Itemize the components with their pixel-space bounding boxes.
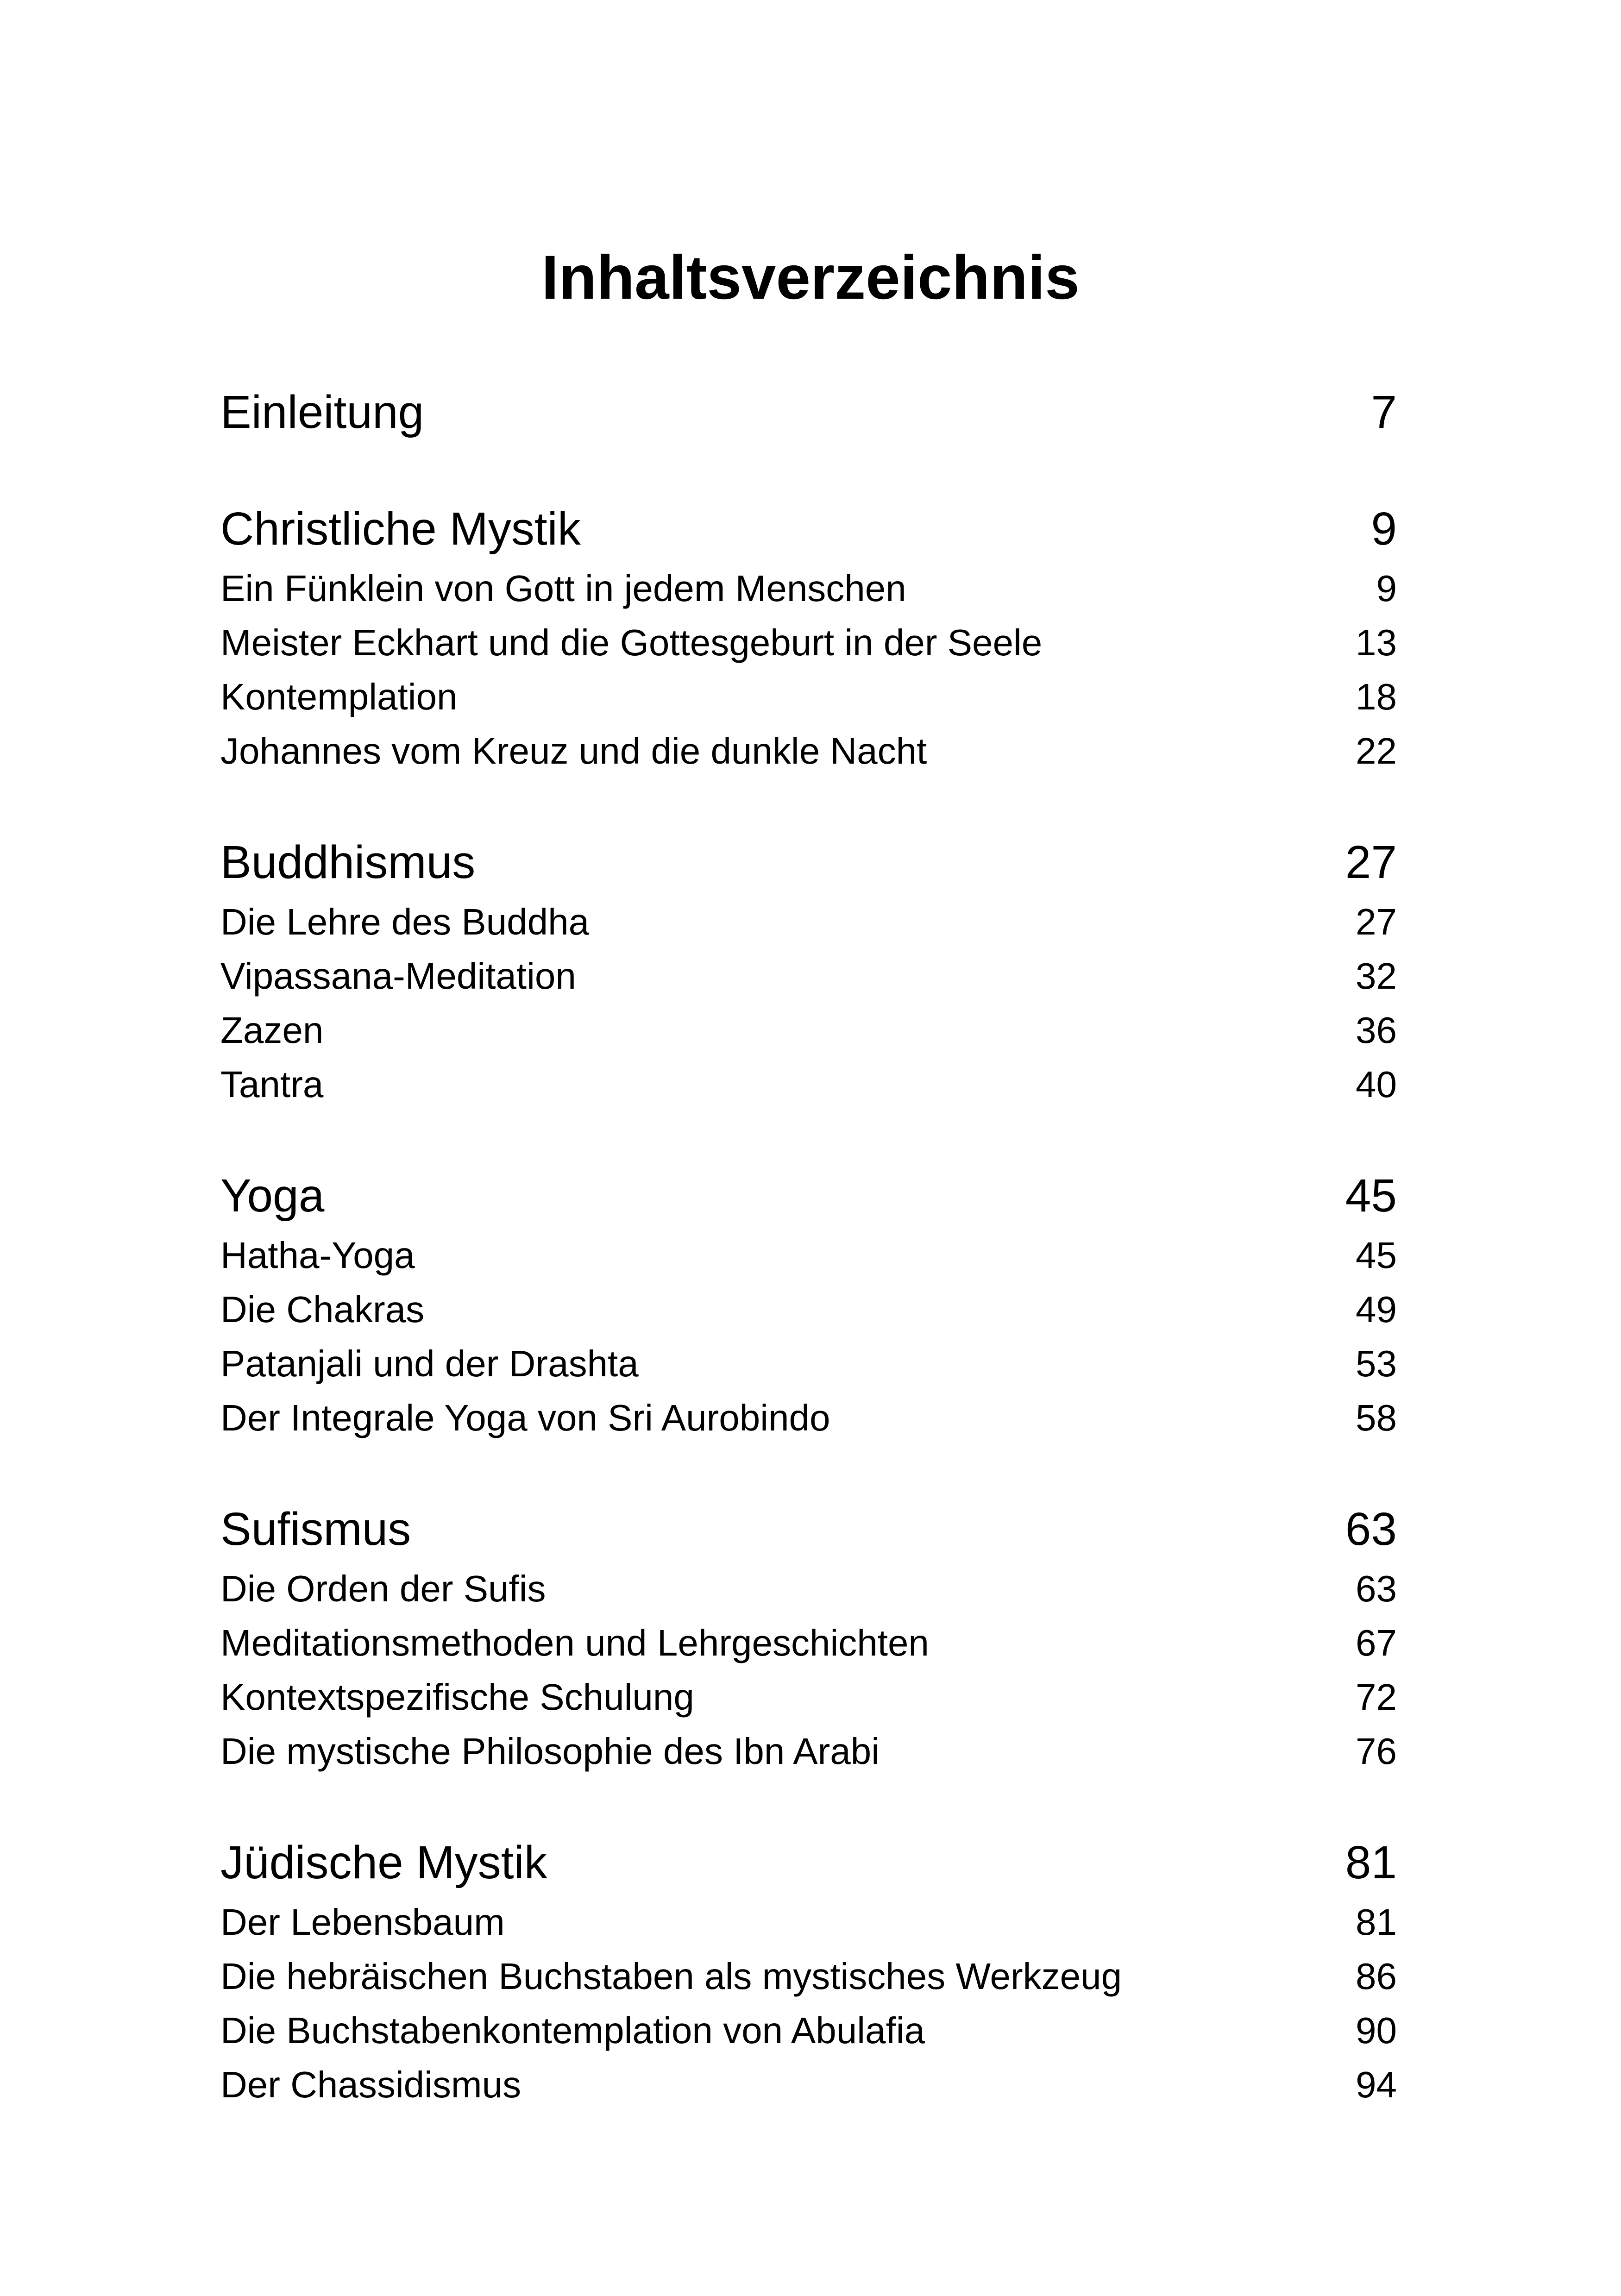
subchapter-page-number: 9 — [1376, 568, 1397, 609]
subchapter-entry — [220, 1282, 1397, 1336]
subchapter-entry — [220, 1616, 1397, 1670]
subchapter-page-number: 63 — [1356, 1568, 1397, 1609]
subchapter-title: Der Integrale Yoga von Sri Aurobindo — [220, 1397, 830, 1438]
toc-section-einleitung — [220, 380, 1397, 445]
subchapter-title: Die mystische Philosophie des Ibn Arabi — [220, 1731, 880, 1772]
subchapter-entry — [220, 670, 1397, 724]
toc-section-sufismus — [220, 1497, 1397, 1778]
subchapter-title: Die hebräischen Buchstaben als mystisches Werkzeug — [220, 1956, 1122, 1997]
chapter-title: Christliche Mystik — [220, 503, 581, 555]
subchapter-entry — [220, 1895, 1397, 1949]
subchapter-title: Kontextspezifische Schulung — [220, 1676, 694, 1718]
subchapter-page-number: 32 — [1356, 955, 1397, 997]
chapter-entry — [220, 380, 1397, 445]
subchapter-entry — [220, 1336, 1397, 1391]
subchapter-page-number: 49 — [1356, 1289, 1397, 1330]
subchapter-title: Kontemplation — [220, 676, 458, 717]
chapter-page-number: 27 — [1345, 836, 1397, 888]
subchapter-title: Meditationsmethoden und Lehrgeschichten — [220, 1622, 929, 1663]
subchapter-page-number: 94 — [1356, 2064, 1397, 2105]
toc-section-yoga — [220, 1163, 1397, 1445]
subchapter-title: Meister Eckhart und die Gottesgeburt in der Seele — [220, 622, 1043, 663]
subchapter-title: Die Lehre des Buddha — [220, 901, 590, 942]
chapter-title: Einleitung — [220, 386, 424, 438]
subchapter-entry — [220, 895, 1397, 949]
subchapter-title: Der Lebensbaum — [220, 1901, 505, 1943]
subchapter-title: Patanjali und der Drashta — [220, 1343, 639, 1384]
chapter-page-number: 81 — [1345, 1837, 1397, 1888]
subchapter-title: Hatha-Yoga — [220, 1235, 415, 1276]
subchapter-page-number: 40 — [1356, 1064, 1397, 1105]
subchapter-entry — [220, 615, 1397, 670]
subchapter-page-number: 45 — [1356, 1235, 1397, 1276]
subchapter-page-number: 67 — [1356, 1622, 1397, 1663]
chapter-page-number: 9 — [1371, 503, 1397, 555]
chapter-entry — [220, 830, 1397, 895]
chapter-title: Yoga — [220, 1170, 325, 1222]
chapter-page-number: 63 — [1345, 1503, 1397, 1555]
chapter-title: Jüdische Mystik — [220, 1837, 547, 1888]
subchapter-page-number: 36 — [1356, 1010, 1397, 1051]
subchapter-entry — [220, 1949, 1397, 2003]
page-title: Inhaltsverzeichnis — [541, 243, 1080, 312]
toc-section-juedische-mystik — [220, 1830, 1397, 2112]
subchapter-entry — [220, 1228, 1397, 1282]
chapter-title: Buddhismus — [220, 836, 476, 888]
chapter-entry — [220, 1830, 1397, 1895]
subchapter-page-number: 53 — [1356, 1343, 1397, 1384]
chapter-entry — [220, 496, 1397, 561]
subchapter-entry — [220, 1562, 1397, 1616]
chapter-page-number: 45 — [1345, 1170, 1397, 1222]
subchapter-entry — [220, 2003, 1397, 2058]
toc-section-christliche-mystik — [220, 496, 1397, 778]
subchapter-page-number: 76 — [1356, 1731, 1397, 1772]
subchapter-title: Johannes vom Kreuz und die dunkle Nacht — [220, 730, 927, 772]
subchapter-title: Die Buchstabenkontemplation von Abulafia — [220, 2010, 925, 2051]
subchapter-entry — [220, 1057, 1397, 1111]
subchapter-entry — [220, 724, 1397, 778]
subchapter-title: Ein Fünklein von Gott in jedem Menschen — [220, 568, 906, 609]
subchapter-entry — [220, 1670, 1397, 1724]
subchapter-title: Zazen — [220, 1010, 324, 1051]
subchapter-title: Der Chassidismus — [220, 2064, 521, 2105]
subchapter-page-number: 22 — [1356, 730, 1397, 772]
chapter-title: Sufismus — [220, 1503, 411, 1555]
subchapter-page-number: 58 — [1356, 1397, 1397, 1438]
subchapter-page-number: 27 — [1356, 901, 1397, 942]
table-of-contents — [220, 380, 1397, 2112]
subchapter-title: Die Orden der Sufis — [220, 1568, 546, 1609]
subchapter-page-number: 18 — [1356, 676, 1397, 717]
chapter-entry — [220, 1163, 1397, 1228]
subchapter-title: Die Chakras — [220, 1289, 425, 1330]
subchapter-title: Vipassana-Meditation — [220, 955, 576, 997]
subchapter-page-number: 72 — [1356, 1676, 1397, 1718]
subchapter-entry — [220, 1391, 1397, 1445]
subchapter-page-number: 81 — [1356, 1901, 1397, 1943]
subchapter-entry — [220, 949, 1397, 1003]
subchapter-title: Tantra — [220, 1064, 324, 1105]
chapter-entry — [220, 1497, 1397, 1562]
subchapter-entry — [220, 1003, 1397, 1057]
subchapter-entry — [220, 2058, 1397, 2112]
toc-section-buddhismus — [220, 830, 1397, 1111]
subchapter-page-number: 86 — [1356, 1956, 1397, 1997]
subchapter-page-number: 13 — [1356, 622, 1397, 663]
chapter-page-number: 7 — [1371, 386, 1397, 438]
subchapter-entry — [220, 561, 1397, 615]
subchapter-entry — [220, 1724, 1397, 1778]
subchapter-page-number: 90 — [1356, 2010, 1397, 2051]
